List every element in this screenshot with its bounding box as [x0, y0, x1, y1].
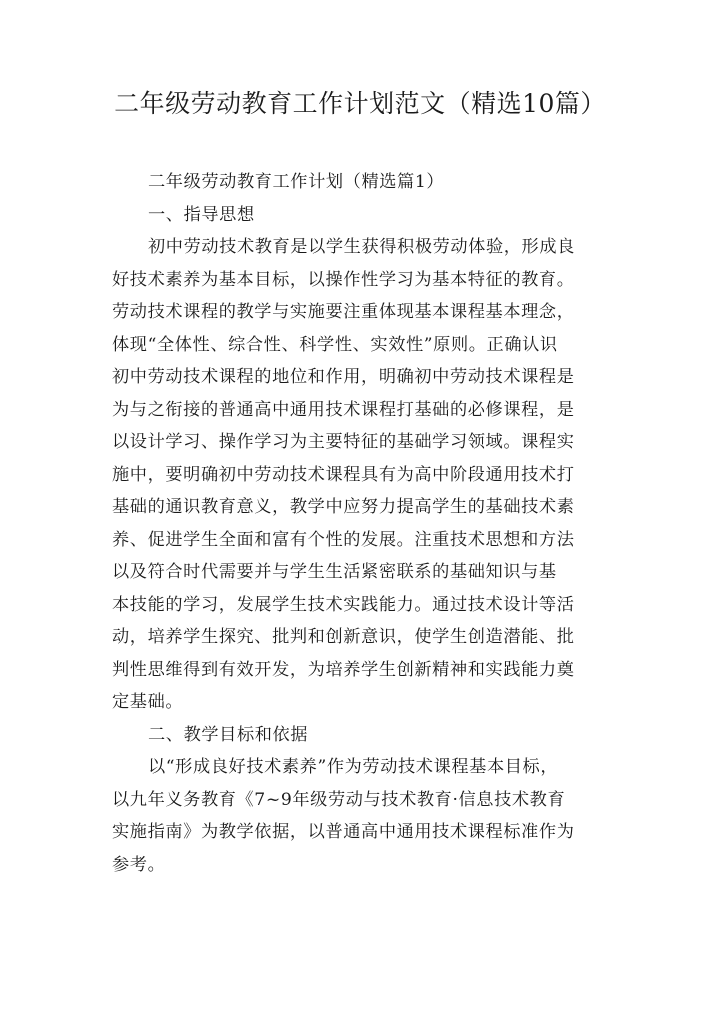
document-title: 二年级劳动教育工作计划范文（精选10篇）	[114, 89, 606, 118]
body-line: 定基础。	[112, 692, 184, 712]
body-line: 基础的通识教育意义，教学中应努力提高学生的基础技术素	[112, 497, 575, 517]
body-line: 动，培养学生探究、批判和创新意识，使学生创造潜能、批	[112, 627, 575, 647]
body-line: 判性思维得到有效开发，为培养学生创新精神和实践能力奠	[112, 659, 575, 680]
body-line: 实施指南》为教学依据，以普通高中通用技术课程标准作为	[112, 822, 575, 842]
body-line: 以九年义务教育《7~9年级劳动与技术教育·信息技术教育	[112, 789, 566, 810]
body-line: 以设计学习、操作学习为主要特征的基础学习领域。课程实	[112, 432, 575, 452]
body-line: 施中，要明确初中劳动技术课程具有为高中阶段通用技术打	[112, 464, 575, 485]
body-line: 二、教学目标和依据	[148, 724, 309, 745]
document-body	[112, 166, 622, 881]
body-line: 本技能的学习，发展学生技术实践能力。通过技术设计等活	[112, 594, 575, 615]
body-line: 初中劳动技术课程的地位和作用，明确初中劳动技术课程是	[112, 367, 575, 387]
body-line: 好技术素养为基本目标，以操作性学习为基本特征的教育。	[112, 269, 575, 290]
body-line: 以及符合时代需要并与学生生活紧密联系的基础知识与基	[112, 562, 557, 582]
body-line: 二年级劳动教育工作计划（精选篇1）	[148, 172, 445, 192]
body-line: 初中劳动技术教育是以学生获得积极劳动体验，形成良	[148, 237, 575, 257]
body-line: 体现“全体性、综合性、科学性、实效性”原则。正确认识	[112, 334, 558, 355]
body-line: 参考。	[112, 854, 166, 875]
body-line: 为与之衔接的普通高中通用技术课程打基础的必修课程，是	[112, 399, 575, 420]
body-line: 劳动技术课程的教学与实施要注重体现基本课程基本理念，	[112, 302, 575, 322]
body-line: 以“形成良好技术素养”作为劳动技术课程基本目标，	[148, 757, 559, 777]
body-line: 一、指导思想	[148, 204, 255, 225]
body-line: 养、促进学生全面和富有个性的发展。注重技术思想和方法	[112, 529, 575, 550]
